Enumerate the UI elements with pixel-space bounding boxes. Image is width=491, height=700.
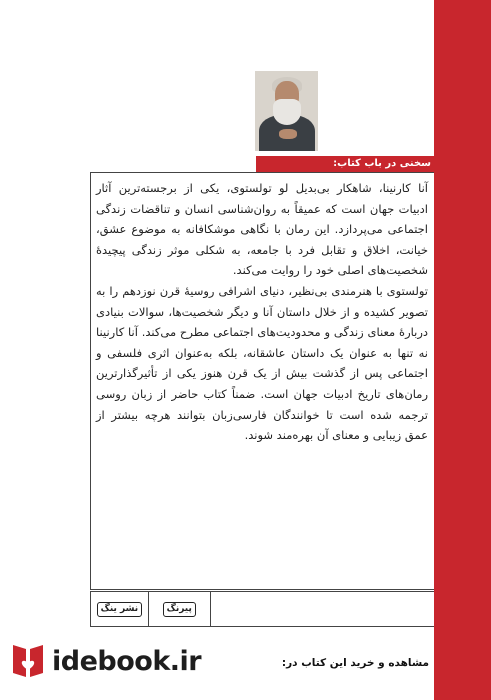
watermark-brand: idebook.ir — [52, 646, 202, 677]
imprint-logo-cell — [148, 592, 210, 626]
watermark-caption: مشاهده و خرید این کتاب در: — [281, 657, 429, 669]
book-heart-icon — [10, 641, 46, 681]
publisher-logo-cell — [91, 592, 148, 626]
description-paragraph-1: آنا کارنینا، شاهکار بی‌بدیل لو تولستوی، یکی از برجسته‌ترین آثار ادبیات جهان است که عمیقاً به روان‌شناسی انسان و تناقضات زندگی اجتماعی می‌پردازد. این رمان با نگاهی موشکافانه به موضوع عشق، خیانت، اخلاق و تقابل فرد با جامعه، به شکلی موثر زندگی پیچیدهٔ شخصیت‌های اصلی خود را روایت می‌کند. — [96, 181, 428, 278]
description-text — [96, 178, 428, 446]
publisher-logo-icon: نشر ینگ — [97, 602, 143, 617]
watermark-banner[interactable] — [6, 636, 429, 688]
imprint-logo-icon: پیرنگ — [163, 602, 196, 617]
publisher-logo-row — [90, 591, 434, 627]
author-portrait — [255, 71, 318, 151]
description-paragraph-2: تولستوی با هنرمندی بی‌نظیر، دنیای اشرافی روسیهٔ قرن نوزدهم را به تصویر کشیده و از خلال داستان آنا و دیگر شخصیت‌ها، سوالات بنیادی دربارهٔ معنای زندگی و محدودیت‌های اجتماعی مطرح می‌کند. آنا کارنینا نه تنها به عنوان یک داستان عاشقانه، بلکه به‌عنوان اثری فلسفی و اجتماعی پس از گذشت بیش از یک قرن هنوز یکی از تأثیرگذارترین رمان‌های تاریخ ادبیات جهان است. ضمناً کتاب حاضر از زبان روسی ترجمه شده است تا خوانندگان فارسی‌زبان بتوانند هرچه بیشتر از عمق زیبایی و معنای آن بهره‌مند شوند. — [96, 283, 428, 443]
empty-logo-cell — [210, 592, 434, 626]
section-label: سخنی در باب کتاب: — [256, 156, 434, 172]
spine-red-band — [434, 0, 491, 700]
